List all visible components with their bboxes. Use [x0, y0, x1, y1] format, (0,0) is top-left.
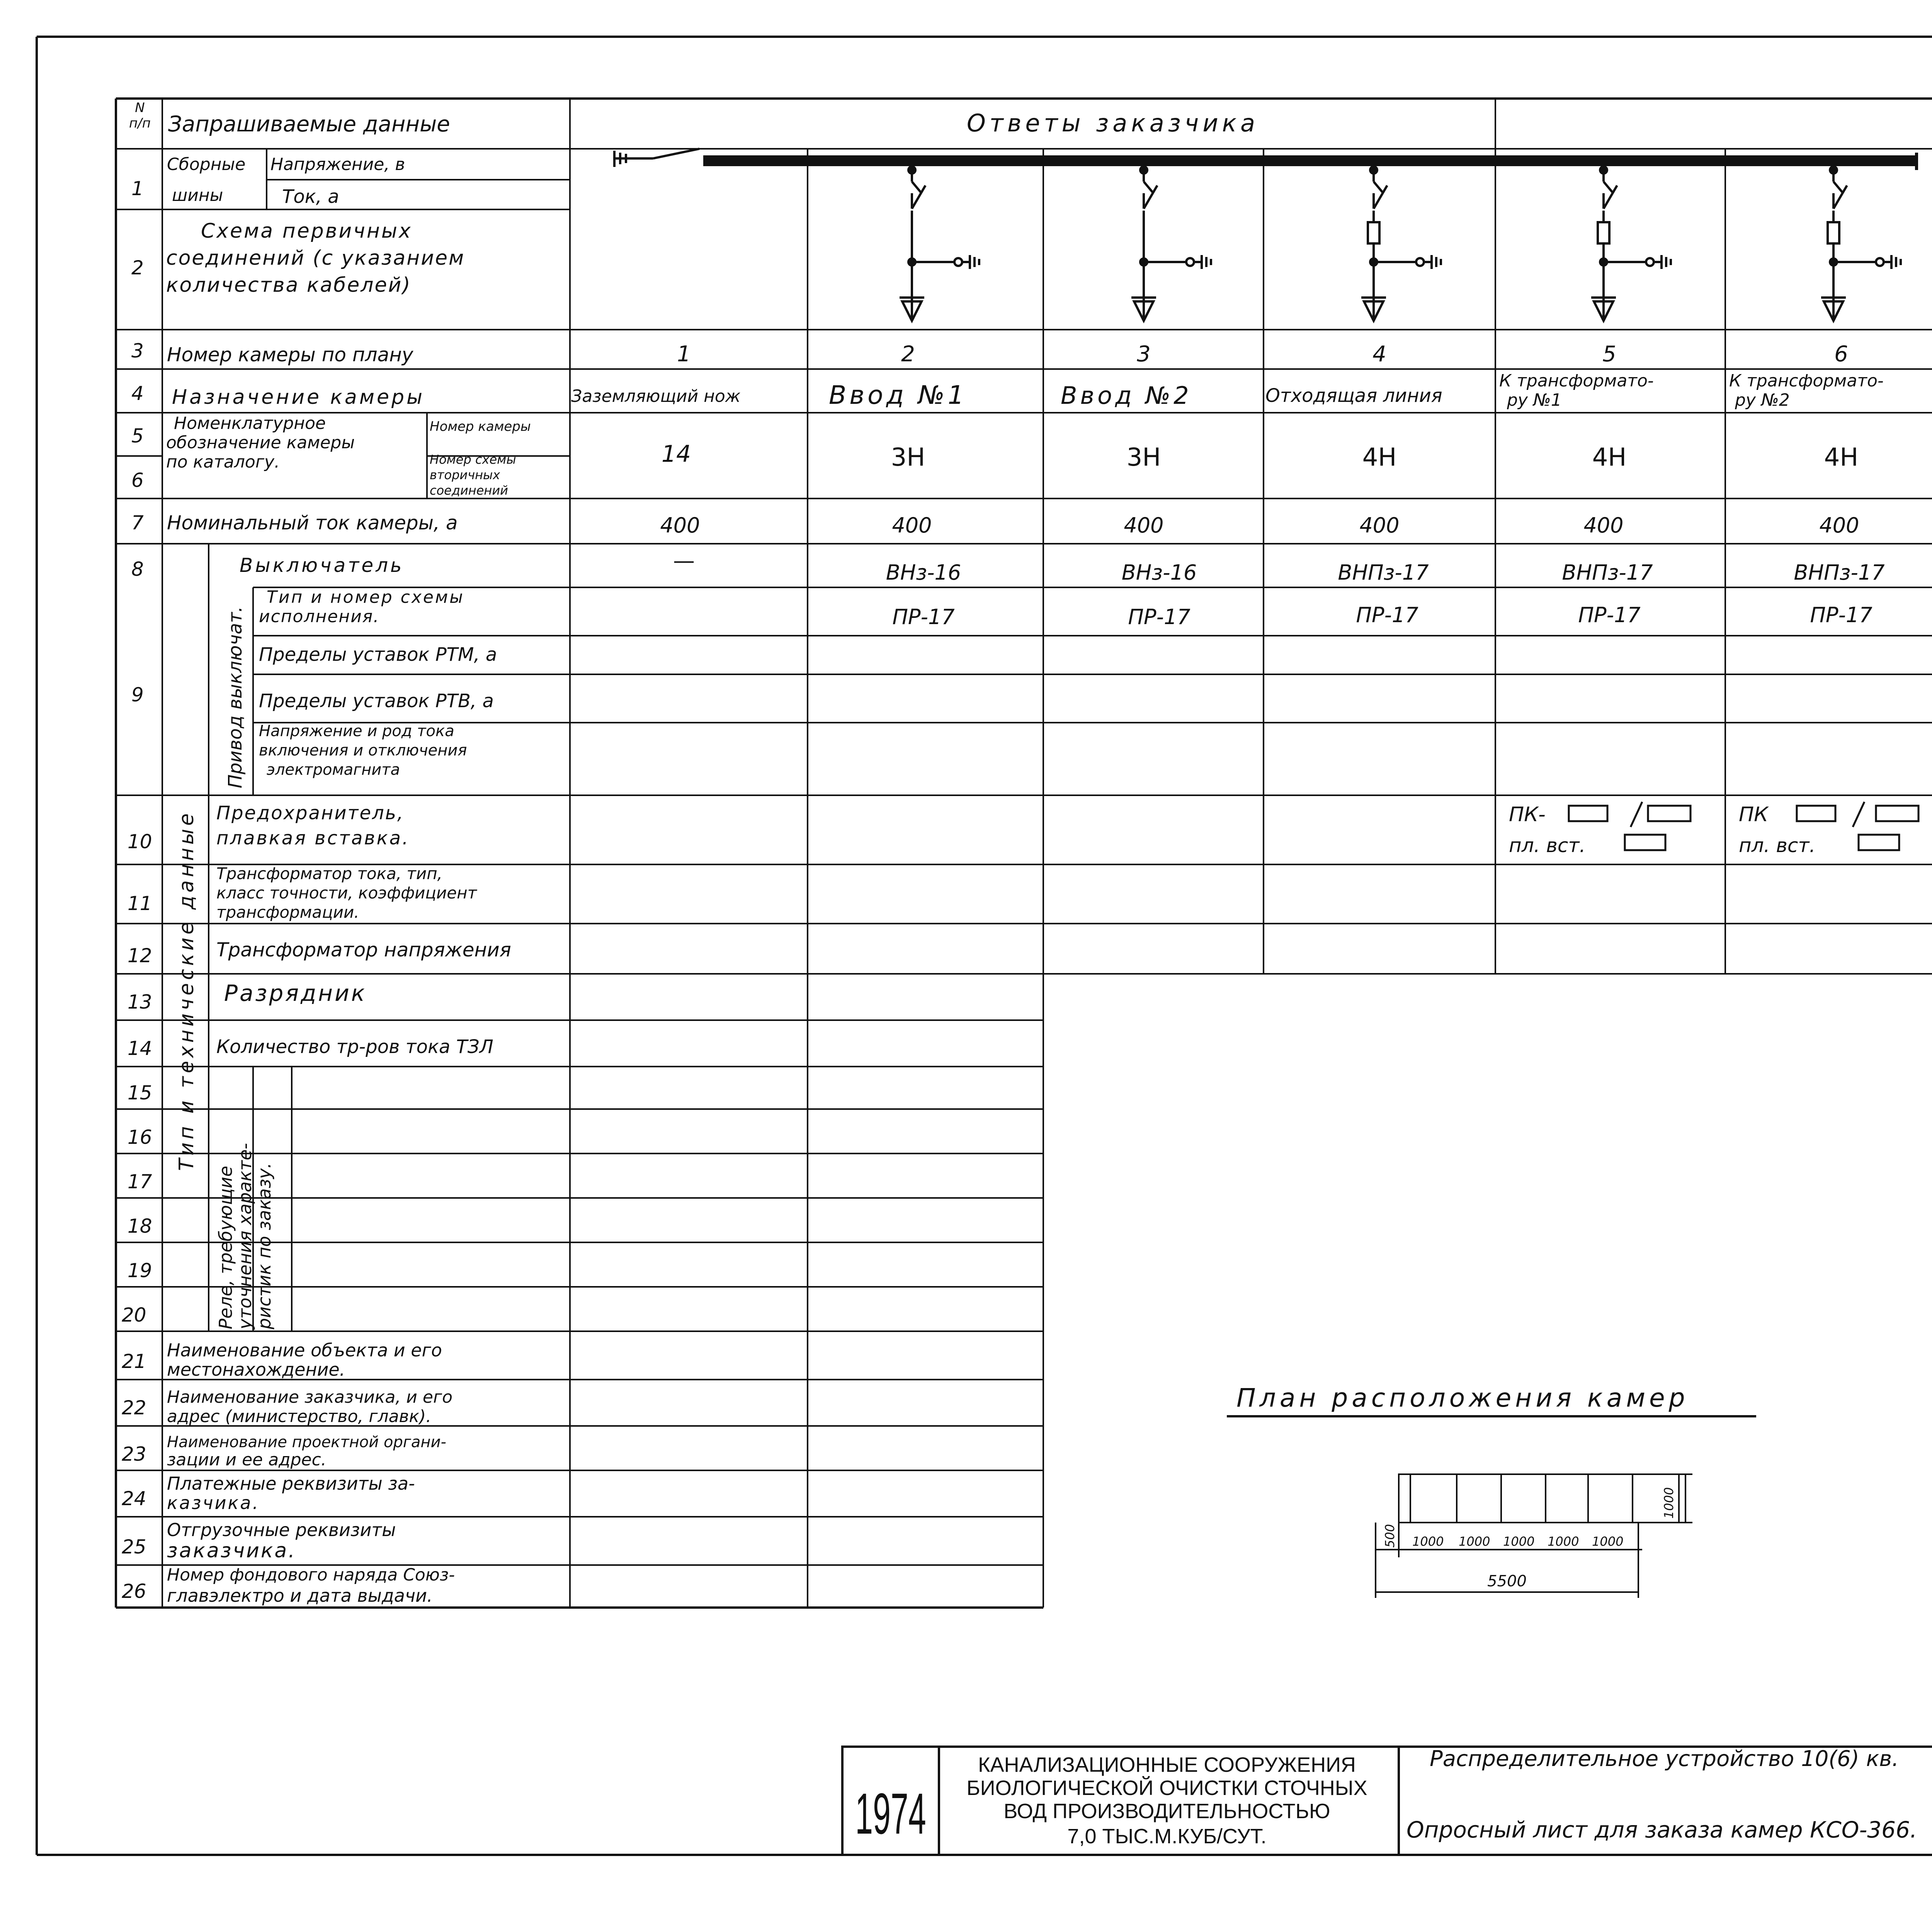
feeder-symbols: [900, 166, 1901, 321]
catalog-label-2: обозначение камеры: [166, 433, 355, 453]
camera-5-number: 5: [1602, 342, 1616, 367]
camera-1-breaker: —: [673, 548, 695, 573]
shipping-details-label: Отгрузочные реквизиты: [167, 1519, 396, 1540]
plan-depth-dim: 1000: [1662, 1487, 1676, 1519]
primary-scheme-label-2: соединений (с указанием: [166, 247, 465, 270]
electromagnet-label-3: электромагнита: [267, 761, 400, 779]
org-line-1: КАНАЛИЗАЦИОННЫЕ СООРУЖЕНИЯ: [978, 1753, 1356, 1776]
object-name-label-2: местонахождение.: [167, 1359, 345, 1380]
row-number: 25: [122, 1536, 146, 1558]
catalog-label-3: по каталогу.: [166, 452, 280, 472]
camera-5-fuse: ПК-: [1509, 803, 1546, 826]
row-number: 5: [131, 425, 144, 447]
earthing-switch-symbol: [614, 149, 699, 167]
row-number: 13: [128, 991, 152, 1013]
row-number: 19: [128, 1259, 152, 1282]
earth-contact: [1186, 258, 1194, 266]
row-number: 4: [131, 382, 144, 405]
camera-3-drive: ПР-17: [1128, 605, 1190, 629]
camera-5-drive: ПР-17: [1578, 603, 1641, 627]
breaker-label: Выключатель: [240, 554, 404, 577]
row-numbers: [122, 177, 152, 1603]
earth-contact: [1416, 258, 1424, 266]
feeder-contact: [1604, 182, 1613, 193]
relay-label-2: уточнения характе-: [235, 1143, 255, 1329]
camera-6-number: 6: [1834, 342, 1848, 367]
rtm-label: Пределы уставок РТМ, а: [259, 644, 497, 665]
busbar-voltage-label: Напряжение, в: [270, 155, 405, 174]
fuse-symbol: [1828, 222, 1839, 243]
table-header: [129, 100, 1259, 137]
busbar: [703, 155, 1917, 166]
row-number: 10: [128, 830, 152, 853]
row-number: 20: [122, 1304, 146, 1326]
org-line-4: 7,0 ТЫС.М.КУБ/СУТ.: [1067, 1825, 1267, 1848]
feeder-contact: [912, 182, 922, 193]
camera-5-fuse-insert: пл. вст.: [1509, 834, 1586, 857]
camera-4-number: 4: [1372, 342, 1386, 367]
object-name-label: Наименование объекта и его: [167, 1340, 442, 1361]
plan-title: План расположения камер: [1236, 1383, 1689, 1413]
busbar-tap: [1370, 167, 1377, 174]
row-number: 21: [122, 1350, 146, 1373]
relay-label-3: ристик по заказу.: [254, 1162, 275, 1329]
camera-6-purpose: К трансформато-: [1729, 371, 1884, 391]
drawing-title-2: Опросный лист для заказа камер КСО-366.: [1406, 1817, 1917, 1843]
earth-contact: [954, 258, 962, 266]
secondary-scheme-label-2: вторичных: [430, 468, 500, 482]
row-number: 12: [128, 944, 152, 967]
row-number: 24: [122, 1487, 146, 1510]
camera-2-drive: ПР-17: [892, 605, 955, 629]
electromagnet-label-2: включения и отключения: [259, 742, 467, 759]
feeder-contact: [1833, 182, 1843, 193]
drawing-title-1: Распределительное устройство 10(6) кв.: [1430, 1746, 1899, 1771]
camera-6-current: 400: [1819, 513, 1859, 538]
org-line-3: ВОД ПРОИЗВОДИТЕЛЬНОСТЬЮ: [1003, 1800, 1330, 1823]
org-line-2: БИОЛОГИЧЕСКОЙ ОЧИСТКИ СТОЧНЫХ: [966, 1776, 1367, 1800]
tech-data-side-label: Тип и технические данные: [175, 810, 198, 1171]
camera-2-catalog: 3Н: [891, 443, 925, 472]
fund-order-label-2: главэлектро и дата выдачи.: [167, 1585, 433, 1606]
busbar-current-label: Ток, а: [282, 186, 339, 208]
relay-label: Реле, требующие: [215, 1165, 236, 1329]
plan-dim: 1000: [1459, 1534, 1490, 1549]
camera-number-label: Номер камеры по плану: [167, 344, 413, 366]
plan-dim: 500: [1383, 1524, 1397, 1548]
header-customer-answers: Ответы заказчика: [966, 109, 1259, 137]
row-number: 1: [131, 177, 144, 200]
header-no-label: N: [135, 100, 145, 116]
camera-6-breaker: ВНПз-17: [1794, 560, 1885, 585]
payment-details-label: Платежные реквизиты за-: [167, 1473, 415, 1494]
plan-dim: 1000: [1548, 1534, 1579, 1549]
voltage-transformer-label: Трансформатор напряжения: [216, 939, 511, 961]
camera-purpose-label: Назначение камеры: [172, 386, 425, 409]
row-number: 2: [131, 257, 144, 279]
row-number: 18: [128, 1215, 152, 1237]
busbar-tap: [908, 167, 915, 174]
camera-3-purpose: Ввод №2: [1061, 381, 1192, 410]
camera-5-breaker: ВНПз-17: [1562, 560, 1653, 585]
row-number: 3: [131, 340, 144, 362]
busbar-tap: [1830, 167, 1837, 174]
secondary-scheme-label-3: соединений: [430, 483, 508, 498]
camera-1-catalog: 14: [661, 441, 691, 468]
camera-5-catalog: 4Н: [1592, 443, 1627, 472]
design-org-label-2: зации и ее адрес.: [167, 1450, 327, 1470]
camera-5-purpose: К трансформато-: [1499, 371, 1654, 391]
row-number: 23: [122, 1443, 146, 1465]
camera-plan: [1227, 1383, 1756, 1598]
current-transformer-label: Трансформатор тока, тип,: [216, 864, 443, 883]
current-transformer-label-2: класс точности, коэффициент: [216, 883, 477, 902]
customer-name-label: Наименование заказчика, и его: [167, 1387, 452, 1407]
earth-contact: [1876, 258, 1884, 266]
camera-1-number: 1: [677, 342, 691, 367]
rtv-label: Пределы уставок РТВ, а: [259, 690, 494, 712]
row-number: 7: [131, 512, 144, 534]
questionnaire-grid: [116, 99, 1932, 1608]
camera-4-breaker: ВНПз-17: [1338, 560, 1429, 585]
busbar-tap: [1600, 167, 1607, 174]
catalog-label: Номенклатурное: [174, 413, 326, 433]
fuse-label-2: плавкая вставка.: [216, 827, 410, 849]
camera-6-purpose-2: ру №2: [1735, 390, 1790, 410]
design-org-label: Наименование проектной органи-: [167, 1433, 446, 1451]
camera-1-current: 400: [660, 513, 700, 538]
camera-2-current: 400: [892, 513, 932, 538]
breaker-drive-side-label: Привод выключат.: [224, 606, 246, 788]
fund-order-label: Номер фондового наряда Союз-: [167, 1565, 455, 1585]
camera-4-current: 400: [1359, 513, 1400, 538]
busbar-label-2: шины: [172, 185, 223, 205]
camera-number-sub-label: Номер камеры: [430, 419, 531, 434]
plan-dim: 1000: [1412, 1534, 1444, 1549]
tzl-count-label: Количество тр-ров тока ТЗЛ: [216, 1036, 493, 1058]
camera-5-purpose-2: ру №1: [1507, 390, 1562, 410]
camera-6-catalog: 4Н: [1824, 443, 1859, 472]
row-number: 11: [128, 892, 152, 915]
row-labels: [166, 155, 531, 1606]
camera-3-current: 400: [1124, 513, 1164, 538]
row-number: 22: [122, 1397, 146, 1419]
row-number: 15: [128, 1082, 152, 1104]
drive-type-label: Тип и номер схемы: [267, 587, 464, 607]
camera-6-drive: ПР-17: [1810, 603, 1872, 627]
camera-4-drive: ПР-17: [1356, 603, 1418, 627]
camera-2-breaker: ВНз-16: [886, 560, 961, 585]
title-block-text: [855, 1746, 1932, 1848]
primary-scheme: [614, 149, 1917, 170]
camera-3-number: 3: [1137, 342, 1151, 367]
fuse-symbol: [1368, 222, 1379, 243]
header-requested-data: Запрашиваемые данные: [168, 112, 450, 137]
row-number: 9: [131, 684, 144, 706]
camera-5-current: 400: [1583, 513, 1624, 538]
secondary-scheme-label: Номер схемы: [430, 452, 516, 467]
arrester-label: Разрядник: [224, 980, 367, 1006]
busbar-tap: [1140, 167, 1147, 174]
row-number: 14: [128, 1037, 152, 1060]
plan-total-dim: 5500: [1487, 1572, 1527, 1590]
row-number: 17: [128, 1171, 152, 1193]
primary-scheme-label: Схема первичных: [201, 219, 412, 243]
row-number: 6: [131, 469, 144, 492]
electromagnet-label: Напряжение и род тока: [259, 722, 454, 740]
camera-4-catalog: 4Н: [1362, 443, 1397, 472]
row-number: 16: [128, 1126, 152, 1148]
camera-2-purpose: Ввод №1: [829, 380, 967, 410]
feeder-contact: [1144, 182, 1153, 193]
row-number: 8: [131, 558, 144, 580]
shipping-details-label-2: заказчика.: [167, 1539, 296, 1562]
camera-2-number: 2: [901, 342, 915, 367]
camera-answers: [571, 342, 1885, 857]
camera-3-breaker: ВНз-16: [1121, 560, 1197, 585]
camera-6-fuse-insert: пл. вст.: [1739, 834, 1816, 857]
customer-name-label-2: адрес (министерство, главк).: [167, 1407, 432, 1426]
row-number: 26: [122, 1580, 146, 1603]
payment-details-label-2: казчика.: [167, 1492, 260, 1513]
drive-type-label-2: исполнения.: [259, 607, 380, 626]
current-transformer-label-3: трансформации.: [216, 903, 359, 922]
rated-current-label: Номинальный ток камеры, а: [167, 512, 458, 534]
earth-contact: [1646, 258, 1654, 266]
fuse-symbol: [1598, 222, 1609, 243]
camera-3-catalog: 3Н: [1126, 443, 1161, 472]
year: 1974: [855, 1781, 926, 1846]
fuse-label: Предохранитель,: [216, 802, 405, 824]
feeder-contact: [1374, 182, 1383, 193]
header-no-label-2: п/п: [129, 116, 151, 131]
plan-dim: 1000: [1503, 1534, 1535, 1549]
camera-1-purpose: Заземляющий нож: [571, 386, 741, 406]
camera-4-purpose: Отходящая линия: [1265, 385, 1442, 407]
busbar-label: Сборные: [167, 155, 246, 174]
camera-6-fuse: ПК: [1739, 803, 1769, 826]
primary-scheme-label-3: количества кабелей): [166, 274, 412, 297]
plan-dim: 1000: [1592, 1534, 1624, 1549]
